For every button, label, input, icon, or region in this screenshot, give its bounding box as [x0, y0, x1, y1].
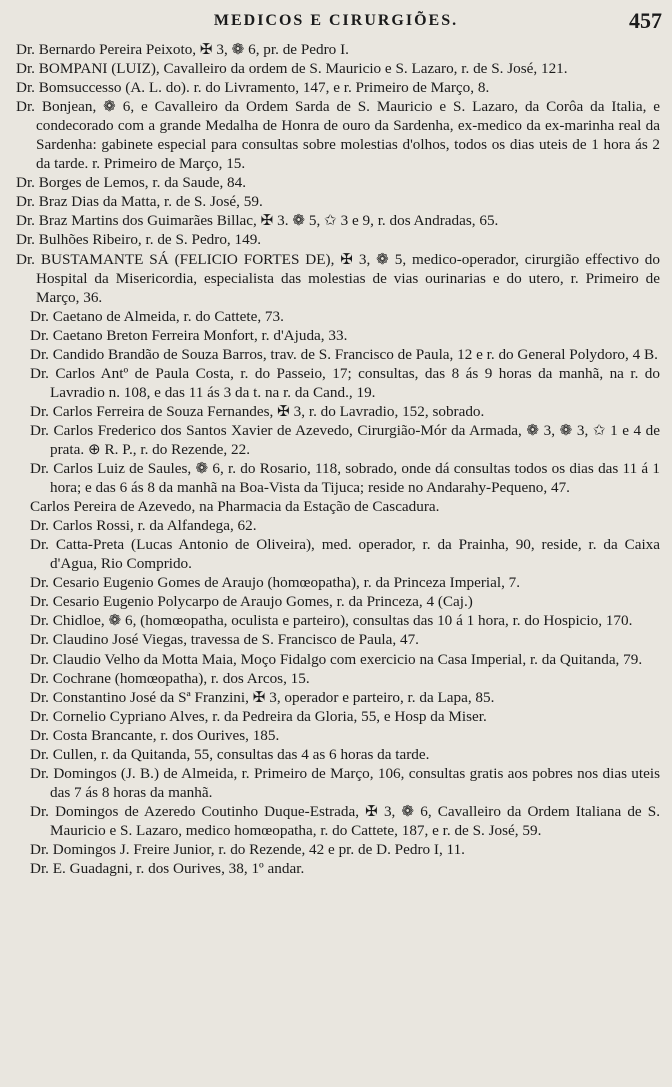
directory-entry: Dr. Caetano de Almeida, r. do Cattete, 73. — [30, 307, 284, 325]
page-number: 457 — [629, 8, 662, 33]
directory-entry: Dr. Bulhões Ribeiro, r. de S. Pedro, 149. — [16, 231, 262, 249]
directory-entry: Dr. Bonjean, ❁ 6, e Cavalleiro da Ordem Sarda de S. Mauricio e S. Lazaro, da Corôa da Italia, e condecorado com a grande Medalha de Honra de ouro da Sardenha, ex-medico da ex-marinha real da Sardenha: gabinete especial para consultas sobre molestias d'olhos, todos os dias uteis de 1 hora ás 2 da tarde. r. Primeiro de Março, 15. — [16, 98, 660, 173]
directory-entry: Dr. Carlos Ferreira de Souza Fernandes, ✠ 3, r. do Lavradio, 152, sobrado. — [30, 402, 485, 420]
directory-entry: Dr. Bomsuccesso (A. L. do). r. do Livramento, 147, e r. Primeiro de Março, 8. — [16, 79, 490, 97]
directory-entry: Carlos Pereira de Azevedo, na Pharmacia da Estação de Cascadura. — [30, 498, 440, 516]
section-title: MEDICOS E CIRURGIÕES. — [213, 12, 459, 29]
directory-entry: Dr. Costa Brancante, r. dos Ourives, 185. — [30, 726, 280, 744]
directory-entry: Dr. Claudio Velho da Motta Maia, Moço Fidalgo com exercicio na Casa Imperial, r. da Quitanda, 79. — [30, 650, 643, 668]
directory-entry: Dr. BUSTAMANTE SÁ (FELICIO FORTES DE), ✠ 3, ❁ 5, medico-operador, cirurgião effectivo do Hospital da Misericordia, especialista das molestias de vias ourinarias e do utero, r. Primeiro de Março, 36. — [16, 250, 660, 306]
directory-entry: Dr. Braz Martins dos Guimarães Billac, ✠ 3. ❁ 5, ✩ 3 e 9, r. dos Andradas, 65. — [16, 212, 499, 230]
directory-entry: Dr. Bernardo Pereira Peixoto, ✠ 3, ❁ 6, pr. de Pedro I. — [16, 41, 349, 58]
directory-entry: Dr. Catta-Preta (Lucas Antonio de Oliveira), med. operador, r. da Prainha, 90, reside, r. da Caixa d'Agua, Rio Comprido. — [30, 536, 660, 573]
directory-entry: Dr. Carlos Antº de Paula Costa, r. do Passeio, 17; consultas, das 8 ás 9 horas da manhã, na r. do Lavradio n. 108, e das 11 ás 3 da t. na r. da Cand., 19. — [30, 364, 660, 401]
directory-entry: Dr. Cullen, r. da Quitanda, 55, consultas das 4 as 6 horas da tarde. — [30, 745, 430, 763]
directory-entry: Dr. Candido Brandão de Souza Barros, trav. de S. Francisco de Paula, 12 e r. do General Polydoro, 4 B. — [30, 345, 658, 363]
directory-entry: Dr. Borges de Lemos, r. da Saude, 84. — [16, 174, 247, 192]
directory-entry: Dr. Cochrane (homœopatha), r. dos Arcos, 15. — [30, 669, 310, 687]
directory-entry: Dr. Carlos Luiz de Saules, ❁ 6, r. do Rosario, 118, sobrado, onde dá consultas todos os dias das 11 á 1 hora; e das 6 ás 8 da manhã na Boa-Vista da Tijuca; reside no Andarahy-Pequeno, 47. — [30, 460, 660, 497]
page-header — [0, 8, 672, 34]
directory-entry: Dr. BOMPANI (LUIZ), Cavalleiro da ordem de S. Mauricio e S. Lazaro, r. de S. José, 121. — [16, 60, 568, 78]
directory-entry: Dr. Carlos Frederico dos Santos Xavier de Azevedo, Cirurgião-Mór da Armada, ❁ 3, ❁ 3, ✩ 1 e 4 de prata. ⊕ R. P., r. do Rezende, 22. — [30, 421, 660, 458]
directory-entry: Dr. Cesario Eugenio Gomes de Araujo (homœopatha), r. da Princeza Imperial, 7. — [30, 574, 521, 592]
directory-entry: Dr. Cesario Eugenio Polycarpo de Araujo Gomes, r. da Princeza, 4 (Caj.) — [30, 593, 473, 611]
directory-entry: Dr. Claudino José Viegas, travessa de S. Francisco de Paula, 47. — [30, 631, 419, 649]
directory-entry: Dr. Caetano Breton Ferreira Monfort, r. d'Ajuda, 33. — [30, 326, 348, 344]
directory-entry: Dr. Carlos Rossi, r. da Alfandega, 62. — [30, 517, 257, 535]
directory-entry: Dr. Domingos J. Freire Junior, r. do Rezende, 42 e pr. de D. Pedro I, 11. — [30, 840, 465, 858]
directory-entry: Dr. Domingos de Azeredo Coutinho Duque-Estrada, ✠ 3, ❁ 6, Cavalleiro da Ordem Italiana de S. Mauricio e S. Lazaro, medico homœopatha, r. do Cattete, 187, e r. de S. José, 59. — [30, 802, 660, 839]
directory-entry: Dr. Constantino José da Sª Franzini, ✠ 3, operador e parteiro, r. da Lapa, 85. — [30, 688, 495, 706]
directory-entry: Dr. Domingos (J. B.) de Almeida, r. Primeiro de Março, 106, consultas gratis aos pobres nos dias uteis das 7 ás 8 horas da manhã. — [30, 764, 660, 801]
directory-entry: Dr. Cornelio Cypriano Alves, r. da Pedreira da Gloria, 55, e Hosp da Miser. — [30, 707, 487, 725]
directory-entry: Dr. E. Guadagni, r. dos Ourives, 38, 1º andar. — [30, 860, 305, 878]
directory-entry: Dr. Chidloe, ❁ 6, (homœopatha, oculista e parteiro), consultas das 10 á 1 hora, r. do Hospicio, 170. — [30, 612, 633, 630]
directory-entry: Dr. Braz Dias da Matta, r. de S. José, 59. — [16, 193, 263, 211]
entry-list — [16, 40, 660, 878]
